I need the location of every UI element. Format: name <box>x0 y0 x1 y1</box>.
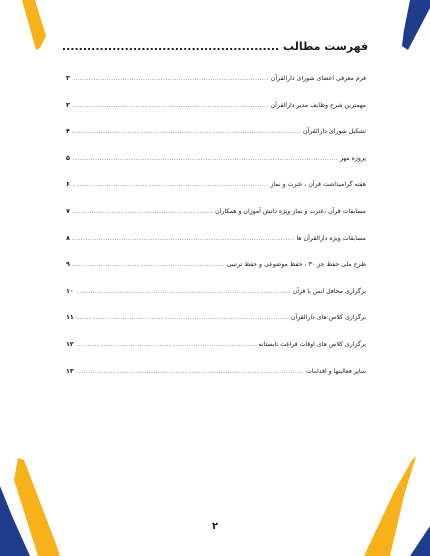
toc-leader-dots <box>72 103 269 109</box>
title-text: فهرست مطالب ........................... <box>166 40 369 53</box>
toc-entry[interactable] <box>66 180 366 207</box>
toc-entry-label: مسابقات ویژه دارالقرآن ها <box>296 234 366 242</box>
toc-entry-page: ۵ <box>66 153 70 162</box>
toc-entry-page: ۴ <box>66 127 70 136</box>
toc-entry[interactable] <box>66 154 366 181</box>
toc-leader-dots <box>72 76 269 82</box>
toc-entry-page: ۶ <box>66 180 70 189</box>
toc-entry-page: ۱۲ <box>66 339 74 348</box>
toc-entry[interactable] <box>66 234 366 261</box>
toc-entry-page: ۷ <box>66 206 70 215</box>
corner-decoration-bottom-left <box>0 456 60 556</box>
toc-entry[interactable] <box>66 74 366 101</box>
toc-entry[interactable] <box>66 287 366 314</box>
toc-entry-label: فرم معرفی اعضای شورای دارالقرآن <box>270 75 366 82</box>
toc-entry[interactable] <box>66 101 366 128</box>
toc-entry-label: پروژه مهر <box>340 154 366 162</box>
toc-entry[interactable] <box>66 207 366 234</box>
toc-entry-label: برگزاری کلاس های دارالقرآن <box>290 314 366 322</box>
toc-entry[interactable] <box>66 367 366 394</box>
toc-leader-dots <box>76 289 291 295</box>
page-title <box>0 40 430 53</box>
toc-leader-dots <box>72 156 338 162</box>
toc-entry[interactable] <box>66 127 366 154</box>
toc-entry[interactable] <box>66 260 366 287</box>
toc-entry-label: طرح ملی حفظ جز ۳۰ ، حفظ موضوعی و حفظ ترتیبی <box>226 261 366 269</box>
table-of-contents <box>66 74 366 393</box>
toc-leader-dots <box>72 262 225 268</box>
toc-entry[interactable] <box>66 340 366 367</box>
toc-leader-dots <box>76 315 289 321</box>
toc-entry-page: ۸ <box>66 233 70 242</box>
title-leader-dots: ......................... <box>61 40 167 53</box>
toc-entry-label: هفته گرامیداشت قرآن ، عترت و نماز <box>270 181 366 189</box>
toc-leader-dots <box>72 209 213 215</box>
toc-leader-dots <box>72 236 295 242</box>
toc-entry-label: مسابقات قرآن ،عترت و نماز ویژه دانش آموزان و همکاران <box>215 207 366 215</box>
toc-entry-label: سایر فعالیتها و اقدامات <box>306 367 366 375</box>
toc-entry-page: ۱۳ <box>66 366 74 375</box>
toc-entry-page: ۱۰ <box>66 286 74 295</box>
toc-leader-dots <box>72 182 269 188</box>
toc-entry-page: ۹ <box>66 260 70 269</box>
corner-decoration-bottom-right <box>360 456 430 556</box>
toc-entry-label: مهمترین شرح وظایف مدیر دارالقرآن <box>270 101 366 109</box>
toc-entry-label: برگزاری کلاس های اوقات فراغت تابستانه <box>258 340 366 348</box>
toc-entry-page: ۳ <box>66 100 70 109</box>
toc-leader-dots <box>76 369 304 375</box>
toc-entry-page: ۳ <box>66 74 70 82</box>
toc-leader-dots <box>72 129 301 135</box>
toc-entry-label: تشکیل شورای دارالقرآن <box>303 128 366 136</box>
toc-leader-dots <box>76 342 257 348</box>
toc-entry[interactable] <box>66 313 366 340</box>
toc-entry-label: برگزاری محافل انس با قرآن <box>292 287 366 295</box>
toc-entry-page: ۱۱ <box>66 313 74 322</box>
page-number: ۲ <box>211 521 219 532</box>
